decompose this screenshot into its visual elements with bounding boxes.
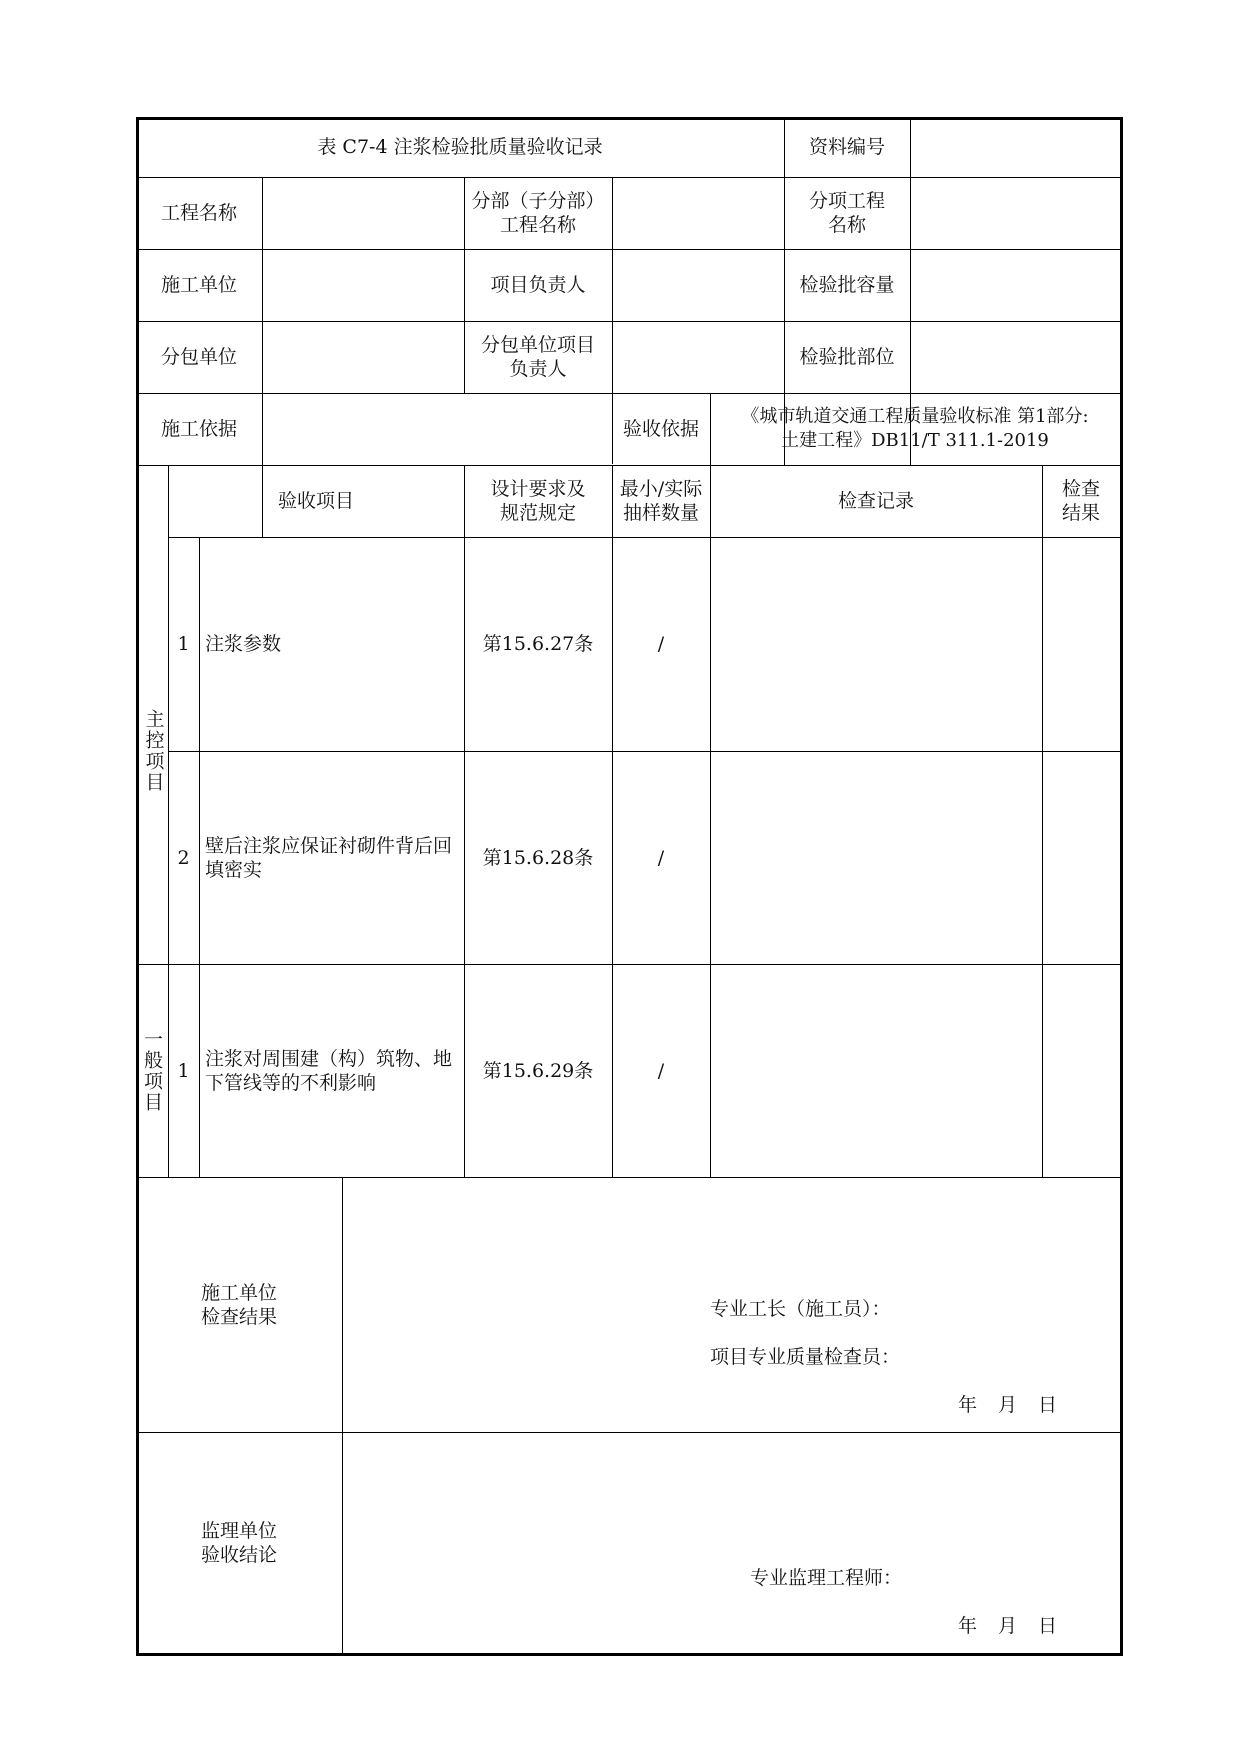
spec-clause: 第15.6.29条 — [482, 1059, 594, 1082]
date-month: 月 — [998, 1394, 1018, 1416]
row-number: 1 — [177, 1059, 190, 1082]
date-day: 日 — [1038, 1394, 1058, 1416]
batch-location-field[interactable] — [910, 321, 1120, 393]
batch-capacity-label: 检验批容量 — [799, 274, 895, 296]
date-day: 日 — [1038, 1615, 1058, 1637]
project-manager-field[interactable] — [612, 249, 784, 321]
spec-clause: 第15.6.28条 — [482, 846, 594, 869]
spec-clause: 第15.6.27条 — [482, 633, 594, 655]
contractor-check-label: 施工单位 检查结果 — [200, 1281, 277, 1328]
main-control-label: 主控项目 — [142, 708, 165, 793]
sub-division-label: 分部（子分部） 工程名称 — [471, 190, 605, 236]
border-bottom — [136, 1653, 1123, 1656]
inspection-item: 注浆对周围建（构）筑物、地下管线等的不利影响 — [205, 1047, 453, 1094]
construction-basis-label: 施工依据 — [160, 418, 237, 440]
check-result-field[interactable] — [1042, 964, 1120, 1177]
batch-location-label: 检验批部位 — [799, 346, 895, 368]
sub-item-field[interactable] — [910, 177, 1120, 249]
sub-manager-label: 分包单位项目 负责人 — [480, 334, 595, 380]
check-record-field[interactable] — [710, 537, 1042, 751]
project-name-label: 工程名称 — [160, 202, 237, 224]
batch-capacity-field[interactable] — [910, 249, 1120, 321]
col-header-result: 检查 结果 — [1061, 478, 1100, 524]
supervising-engineer-signature-label: 专业监理工程师： — [750, 1567, 903, 1589]
col-header-sample: 最小/实际 抽样数量 — [619, 478, 703, 524]
border-right — [1120, 117, 1123, 1656]
acceptance-basis-label: 验收依据 — [622, 418, 699, 440]
construction-basis-field[interactable] — [262, 393, 612, 465]
project-name-field[interactable] — [262, 177, 464, 249]
inspection-item: 注浆参数 — [205, 633, 282, 655]
sample-count: / — [657, 846, 665, 869]
form-title: 表 C7-4 注浆检验批质量验收记录 — [317, 136, 603, 158]
sub-manager-field[interactable] — [612, 321, 784, 393]
sample-count: / — [657, 633, 665, 655]
date-year: 年 — [958, 1615, 978, 1637]
row-number: 2 — [177, 846, 190, 869]
subcontractor-label: 分包单位 — [160, 346, 237, 368]
contractor-label: 施工单位 — [160, 274, 237, 296]
general-items-label: 一般项目 — [141, 1028, 163, 1113]
check-result-field[interactable] — [1042, 537, 1120, 751]
sub-item-label: 分项工程 名称 — [808, 190, 885, 236]
check-result-field[interactable] — [1042, 751, 1120, 964]
inspection-item: 壁后注浆应保证衬砌件背后回填密实 — [205, 834, 453, 881]
inspection-form — [136, 117, 1123, 1656]
subcontractor-field[interactable] — [262, 321, 464, 393]
check-record-field[interactable] — [710, 751, 1042, 964]
date-month: 月 — [998, 1615, 1018, 1637]
col-header-item: 验收项目 — [277, 490, 354, 512]
date-year: 年 — [958, 1394, 978, 1416]
col-header-spec: 设计要求及 规范规定 — [490, 478, 586, 524]
col-header-record: 检查记录 — [837, 490, 914, 512]
quality-inspector-signature-label: 项目专业质量检查员： — [710, 1346, 901, 1368]
supervisor-check-label: 监理单位 验收结论 — [200, 1519, 277, 1566]
record-no-field[interactable] — [910, 117, 1120, 177]
check-record-field[interactable] — [710, 964, 1042, 1177]
sample-count: / — [657, 1059, 665, 1082]
row-number: 1 — [177, 633, 190, 655]
project-manager-label: 项目负责人 — [490, 274, 586, 296]
acceptance-basis-value: 《城市轨道交通工程质量验收标准 第1部分: 土建工程》DB11/T 311.1-2019 — [741, 406, 1089, 451]
foreman-signature-label: 专业工长（施工员）： — [710, 1298, 891, 1320]
contractor-field[interactable] — [262, 249, 464, 321]
record-no-label: 资料编号 — [808, 136, 885, 158]
sub-division-field[interactable] — [612, 177, 784, 249]
